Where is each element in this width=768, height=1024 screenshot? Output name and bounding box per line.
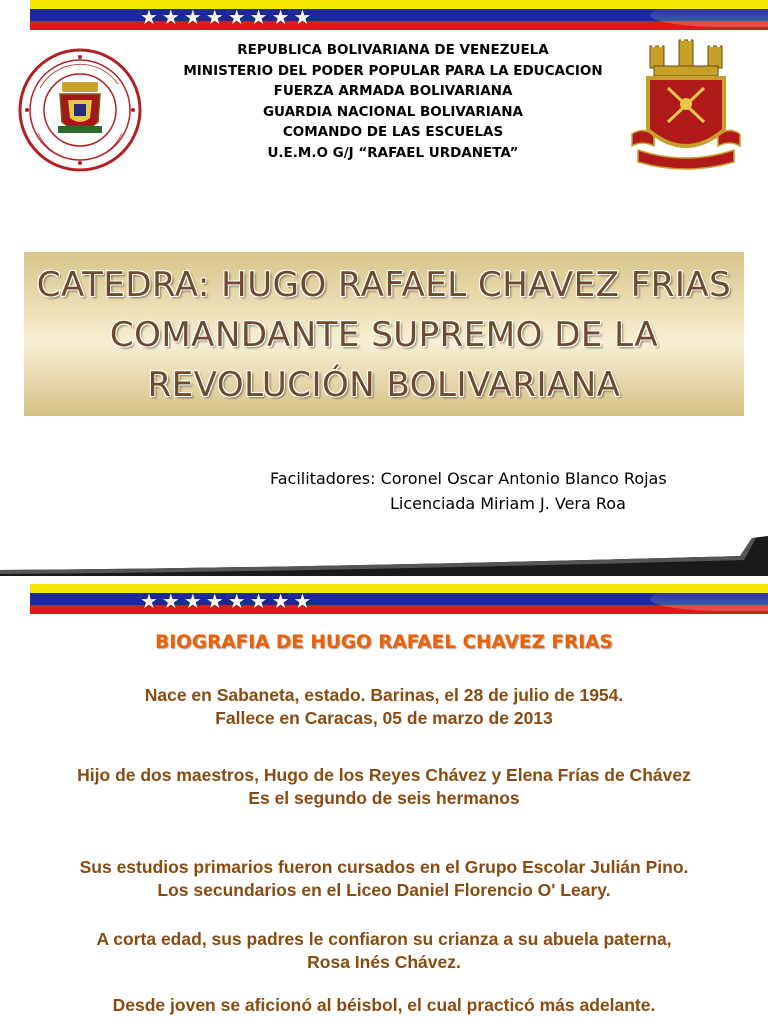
- star-row: ★★★★★★★★: [140, 5, 316, 29]
- bio-paragraph: [0, 856, 768, 902]
- header-line: GUARDIA NACIONAL BOLIVARIANA: [262, 103, 524, 120]
- bio-paragraph: [0, 994, 768, 1017]
- star-row: ★★★★★★★★: [140, 589, 316, 613]
- header-line: COMANDO DE LAS ESCUELAS: [282, 124, 504, 140]
- school-seal-icon: [18, 48, 142, 172]
- bottom-swoosh-decoration: [0, 530, 768, 578]
- header-line: REPUBLICA BOLIVARIANA DE VENEZUELA: [237, 42, 549, 58]
- title-line: COMANDANTE SUPREMO DE LA: [109, 315, 659, 355]
- bio-line: Hijo de dos maestros, Hugo de los Reyes Chávez y Elena Frías de Chávez: [77, 765, 691, 785]
- bio-line: Desde joven se aficionó al béisbol, el cual practicó más adelante.: [112, 995, 656, 1015]
- title-banner: [24, 252, 744, 416]
- bio-paragraph: [0, 764, 768, 810]
- facilitators-block: [270, 466, 667, 516]
- title-line: REVOLUCIÓN BOLIVARIANA: [147, 365, 621, 405]
- bio-line: Fallece en Caracas, 05 de marzo de 2013: [215, 708, 553, 728]
- bio-paragraph: [0, 928, 768, 974]
- bio-line: Sus estudios primarios fueron cursados en el Grupo Escolar Julián Pino.: [79, 857, 689, 877]
- title-line: CATEDRA: HUGO RAFAEL CHAVEZ FRIAS: [36, 265, 732, 305]
- header-line: FUERZA ARMADA BOLIVARIANA: [273, 83, 513, 99]
- header-line: MINISTERIO DEL PODER POPULAR PARA LA EDUCACION: [183, 62, 603, 79]
- facilitator-line: Facilitadores: Coronel Oscar Antonio Blanco Rojas: [270, 469, 667, 488]
- institution-header: [150, 40, 636, 163]
- header-line: U.E.M.O G/J “RAFAEL URDANETA”: [267, 144, 519, 161]
- flag-banner: [30, 0, 768, 30]
- slide-biography: [0, 578, 768, 1024]
- bio-line: Es el segundo de seis hermanos: [248, 788, 520, 808]
- flag-banner: [30, 584, 768, 614]
- bio-paragraph: [0, 684, 768, 730]
- bio-line: Rosa Inés Chávez.: [307, 952, 461, 972]
- guardia-nacional-crest-icon: [624, 38, 748, 172]
- bio-line: A corta edad, sus padres le confiaron su crianza a su abuela paterna,: [96, 929, 672, 949]
- biography-heading: BIOGRAFIA DE HUGO RAFAEL CHAVEZ FRIAS: [155, 632, 613, 653]
- facilitator-line: Licenciada Miriam J. Vera Roa: [390, 494, 626, 513]
- bio-line: Los secundarios en el Liceo Daniel Florencio O' Leary.: [157, 880, 611, 900]
- bio-line: Nace en Sabaneta, estado. Barinas, el 28 de julio de 1954.: [144, 685, 624, 705]
